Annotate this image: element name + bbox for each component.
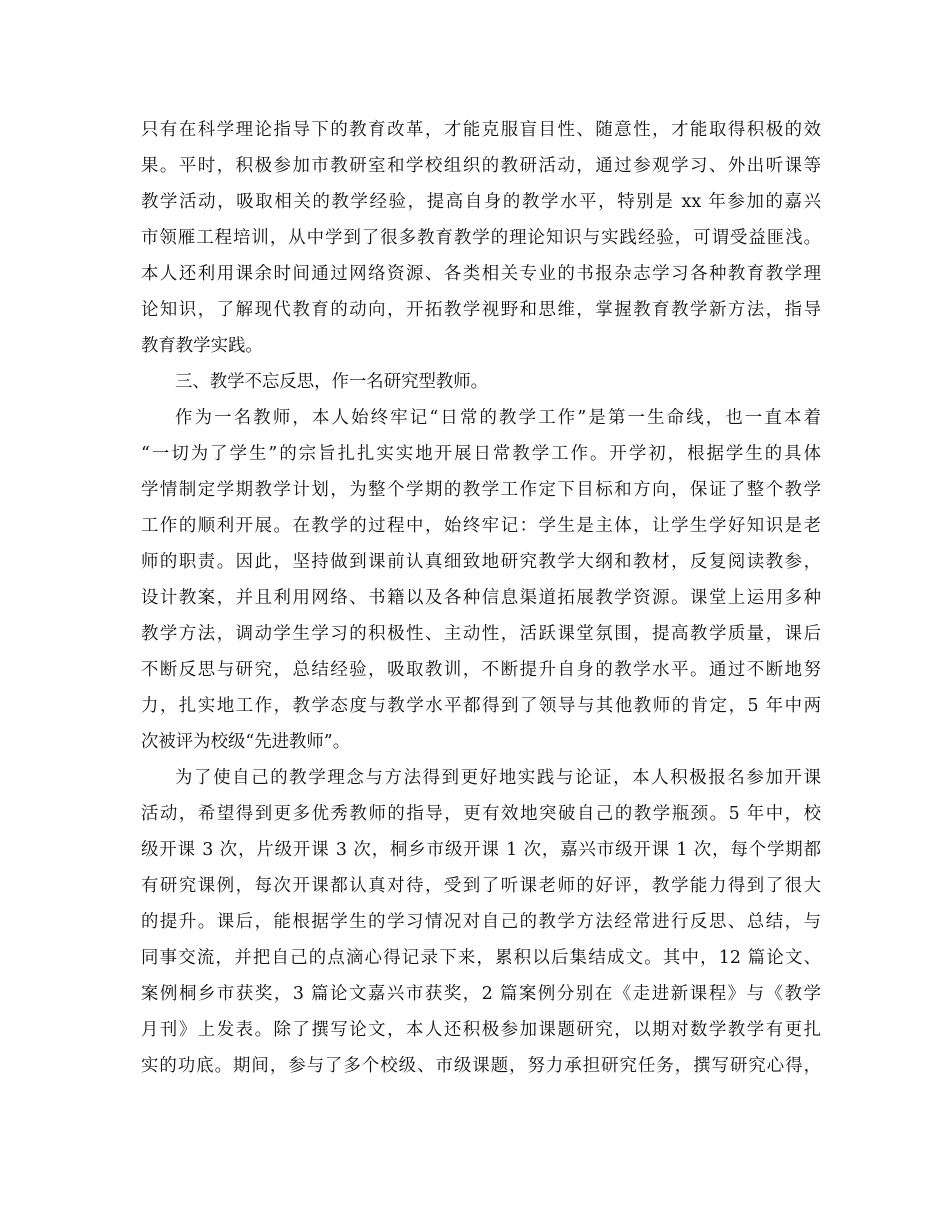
text-line: 作为一名教师，本人始终牢记“日常的教学工作”是第一生命线，也一直本着 bbox=[175, 408, 821, 428]
text-line: 不断反思与研究，总结经验，吸取教训，不断提升自身的教学水平。通过不断地努 bbox=[141, 660, 821, 680]
text-line: 工作的顺利开展。在教学的过程中，始终牢记：学生是主体，让学生学好知识是老 bbox=[141, 516, 821, 536]
text-line: 三、教学不忘反思，作一名研究型教师。 bbox=[175, 372, 489, 392]
text-line: 次被评为校级“先进教师”。 bbox=[141, 732, 351, 752]
text-line: 教学方法，调动学生学习的积极性、主动性，活跃课堂氛围，提高教学质量，课后 bbox=[141, 624, 821, 644]
text-line: 教学活动，吸取相关的教学经验，提高自身的教学水平，特别是 xx 年参加的嘉兴 bbox=[141, 192, 821, 212]
text-line: 只有在科学理论指导下的教育改革，才能克服盲目性、随意性，才能取得积极的效 bbox=[141, 120, 821, 140]
text-line: 设计教案，并且利用网络、书籍以及各种信息渠道拓展教学资源。课堂上运用多种 bbox=[141, 588, 821, 608]
text-line: 为了使自己的教学理念与方法得到更好地实践与论证，本人积极报名参加开课 bbox=[175, 768, 821, 788]
text-line: 果。平时，积极参加市教研室和学校组织的教研活动，通过参观学习、外出听课等 bbox=[141, 156, 821, 176]
text-line: 实的功底。期间，参与了多个校级、市级课题，努力承担研究任务，撰写研究心得， bbox=[141, 1056, 821, 1076]
text-line: “一切为了学生”的宗旨扎扎实实地开展日常教学工作。开学初，根据学生的具体 bbox=[141, 444, 821, 464]
document-body bbox=[141, 112, 821, 1084]
text-line: 教育教学实践。 bbox=[141, 336, 263, 356]
text-line: 论知识，了解现代教育的动向，开拓教学视野和思维，掌握教育教学新方法，指导 bbox=[141, 300, 821, 320]
text-line: 本人还利用课余时间通过网络资源、各类相关专业的书报杂志学习各种教育教学理 bbox=[141, 264, 821, 284]
text-line: 学情制定学期教学计划，为整个学期的教学工作定下目标和方向，保证了整个教学 bbox=[141, 480, 821, 500]
text-line: 有研究课例，每次开课都认真对待，受到了听课老师的好评，教学能力得到了很大 bbox=[141, 876, 821, 896]
text-line: 的提升。课后，能根据学生的学习情况对自己的教学方法经常进行反思、总结，与 bbox=[141, 912, 821, 932]
text-line: 市领雁工程培训，从中学到了很多教育教学的理论知识与实践经验，可谓受益匪浅。 bbox=[141, 228, 821, 248]
text-line: 级开课 3 次，片级开课 3 次，桐乡市级开课 1 次，嘉兴市级开课 1 次，每个学期都 bbox=[141, 840, 821, 860]
text-line: 月刊》上发表。除了撰写论文，本人还积极参加课题研究，以期对数学教学有更扎 bbox=[141, 1020, 821, 1040]
text-line: 力，扎实地工作，教学态度与教学水平都得到了领导与其他教师的肯定，5 年中两 bbox=[141, 696, 821, 716]
text-line: 活动，希望得到更多优秀教师的指导，更有效地突破自己的教学瓶颈。5 年中，校 bbox=[141, 804, 821, 824]
text-line: 同事交流，并把自己的点滴心得记录下来，累积以后集结成文。其中，12 篇论文、 bbox=[141, 948, 821, 968]
text-line: 师的职责。因此，坚持做到课前认真细致地研究教学大纲和教材，反复阅读教参， bbox=[141, 552, 821, 572]
text-line: 案例桐乡市获奖，3 篇论文嘉兴市获奖，2 篇案例分别在《走进新课程》与《教学 bbox=[141, 984, 821, 1004]
